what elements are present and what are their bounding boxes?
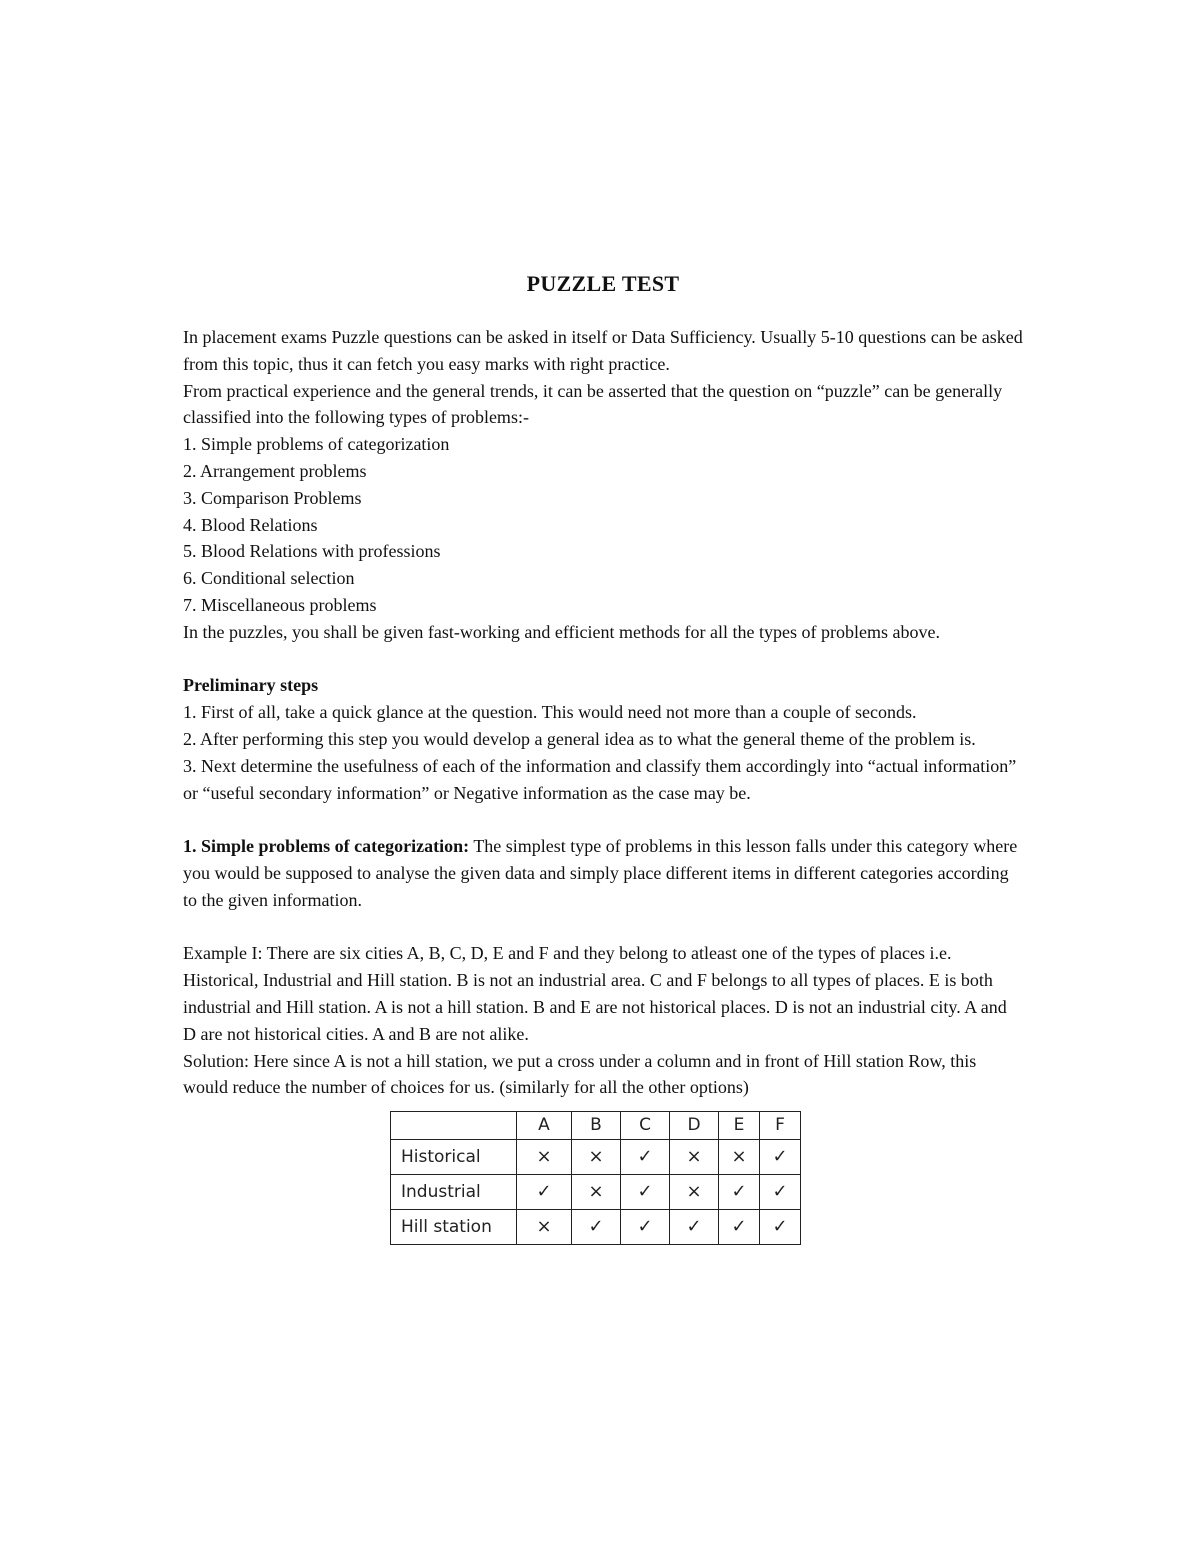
column-header: C	[621, 1112, 670, 1140]
table-cell: ✓	[621, 1139, 670, 1174]
list-item: 5. Blood Relations with professions	[183, 541, 441, 562]
table-cell: ×	[572, 1139, 621, 1174]
spacer	[183, 914, 1023, 941]
column-header: E	[719, 1112, 760, 1140]
table-cell: ×	[719, 1139, 760, 1174]
table-cell: ✓	[760, 1209, 801, 1244]
list-item: 6. Conditional selection	[183, 568, 355, 589]
section-1-heading: 1. Simple problems of categorization:	[183, 836, 470, 857]
intro-paragraph-1: In placement exams Puzzle questions can be asked in itself or Data Sufficiency. Usually 5-10 questions can be asked from this topic, thus it can fetch you easy marks with right practice.	[183, 327, 1023, 374]
column-header: F	[760, 1112, 801, 1140]
list-item: 7. Miscellaneous problems	[183, 594, 377, 615]
table-cell: ×	[670, 1174, 719, 1209]
table-cell: ✓	[719, 1174, 760, 1209]
table-header-row	[391, 1112, 801, 1140]
preliminary-heading: Preliminary steps	[183, 675, 319, 696]
list-item: 2. Arrangement problems	[183, 460, 367, 481]
table-row	[391, 1174, 801, 1209]
preliminary-step: 3. Next determine the usefulness of each of the information and classify them accordingly into “actual information” or “useful secondary information” or Negative information as the case may be.	[183, 755, 1017, 803]
intro-paragraph-2: From practical experience and the general trends, it can be asserted that the question on “puzzle” can be generally classified into the following types of problems:-	[183, 380, 1003, 428]
intro-paragraph-3: In the puzzles, you shall be given fast-working and efficient methods for all the types of problems above.	[183, 621, 940, 642]
table-corner-cell	[391, 1112, 517, 1140]
table-cell: ×	[517, 1209, 572, 1244]
document-page	[183, 262, 1023, 1245]
column-header: D	[670, 1112, 719, 1140]
section-1-text: The simplest type of problems in this lesson falls under this category where you would be supposed to analyse the given data and simply place different items in different categories according to the given information.	[183, 836, 1018, 910]
table-cell: ✓	[719, 1209, 760, 1244]
section-1-paragraph	[183, 833, 1023, 913]
table-cell: ✓	[572, 1209, 621, 1244]
categorization-table	[390, 1111, 801, 1245]
preliminary-step: 1. First of all, take a quick glance at the question. This would need not more than a couple of seconds.	[183, 702, 917, 723]
column-header: A	[517, 1112, 572, 1140]
table-row	[391, 1139, 801, 1174]
table-cell: ✓	[760, 1174, 801, 1209]
table-cell: ✓	[621, 1209, 670, 1244]
solution-paragraph: Solution: Here since A is not a hill station, we put a cross under a column and in front of Hill station Row, this would reduce the number of choices for us. (similarly for all the other options)	[183, 1050, 977, 1098]
table-cell: ×	[517, 1139, 572, 1174]
page-title: PUZZLE TEST	[526, 271, 680, 296]
row-header: Historical	[391, 1139, 517, 1174]
table-cell: ✓	[760, 1139, 801, 1174]
table-cell: ×	[670, 1139, 719, 1174]
row-header: Hill station	[391, 1209, 517, 1244]
preliminary-step: 2. After performing this step you would develop a general idea as to what the general theme of the problem is.	[183, 728, 976, 749]
list-item: 4. Blood Relations	[183, 514, 318, 535]
table-row	[391, 1209, 801, 1244]
row-header: Industrial	[391, 1174, 517, 1209]
list-item: 1. Simple problems of categorization	[183, 434, 450, 455]
spacer	[183, 806, 1023, 833]
table-cell: ✓	[621, 1174, 670, 1209]
table-cell: ×	[572, 1174, 621, 1209]
table-cell: ✓	[517, 1174, 572, 1209]
example-paragraph: Example I: There are six cities A, B, C, D, E and F and they belong to atleast one of the types of places i.e. Historical, Industrial and Hill station. B is not an industrial area. C and F belongs to all types of places. E is both industrial and Hill station. A is not a hill station. B and E are not historical places. D is not an industrial city. A and D are not historical cities. A and B are not alike.	[183, 943, 1007, 1044]
column-header: B	[572, 1112, 621, 1140]
spacer	[183, 646, 1023, 673]
table-cell: ✓	[670, 1209, 719, 1244]
list-item: 3. Comparison Problems	[183, 487, 362, 508]
